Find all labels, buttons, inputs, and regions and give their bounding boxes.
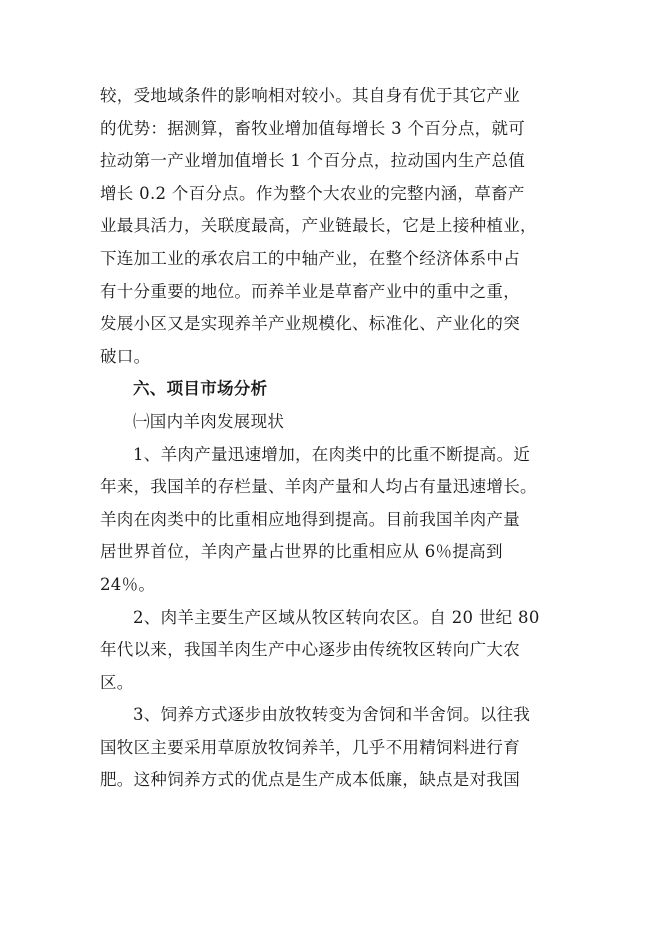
paragraph-feeding-method	[100, 699, 552, 797]
text-line: 2、肉羊主要生产区域从牧区转向农区。自 20 世纪 80	[133, 607, 540, 627]
text-line: 业最具活力，关联度最高，产业链最长，它是上接种植业，	[100, 216, 537, 236]
text-line: 肥。这种饲养方式的优点是生产成本低廉，缺点是对我国	[100, 770, 520, 790]
text-line: 发展小区又是实现养羊产业规模化、标准化、产业化的突	[100, 314, 520, 334]
text-line: 1、羊肉产量迅速增加，在肉类中的比重不断提高。近	[133, 444, 531, 464]
document-body	[100, 80, 552, 797]
text-line: 较，受地域条件的影响相对较小。其自身有优于其它产业	[100, 86, 520, 105]
text-line: 24％。	[100, 574, 156, 594]
section-heading: 六、项目市场分析	[133, 379, 268, 399]
text-line: 居世界首位，羊肉产量占世界的比重相应从 6％提高到	[100, 542, 503, 562]
paragraph-production-region	[100, 602, 552, 700]
paragraph-industry-advantages	[100, 80, 552, 373]
text-line: 下连加工业的承农启工的中轴产业，在整个经济体系中占	[100, 248, 520, 268]
text-line: 年来，我国羊的存栏量、羊肉产量和人均占有量迅速增长。	[100, 477, 537, 497]
paragraph-mutton-output	[100, 439, 552, 602]
text-line: 年代以来，我国羊肉生产中心逐步由传统牧区转向广大农	[100, 640, 520, 660]
text-line: 区。	[100, 672, 134, 692]
text-line: 破口。	[100, 346, 151, 366]
text-line: 国牧区主要采用草原放牧饲养羊，几乎不用精饲料进行育	[100, 737, 520, 757]
text-line: 拉动第一产业增加值增长 1 个百分点，拉动国内生产总值	[100, 151, 526, 171]
subsection-heading: ㈠国内羊肉发展现状	[133, 411, 285, 431]
text-line: 有十分重要的地位。而养羊业是草畜产业中的重中之重，	[100, 281, 520, 301]
text-line: 羊肉在肉类中的比重相应地得到提高。目前我国羊肉产量	[100, 509, 520, 529]
text-line: 增长 0.2 个百分点。作为整个大农业的完整内涵，草畜产	[100, 183, 525, 203]
text-line: 3、饲养方式逐步由放牧转变为舍饲和半舍饲。以往我	[133, 705, 531, 725]
text-line: 的优势：据测算，畜牧业增加值每增长 3 个百分点，就可	[100, 118, 526, 138]
